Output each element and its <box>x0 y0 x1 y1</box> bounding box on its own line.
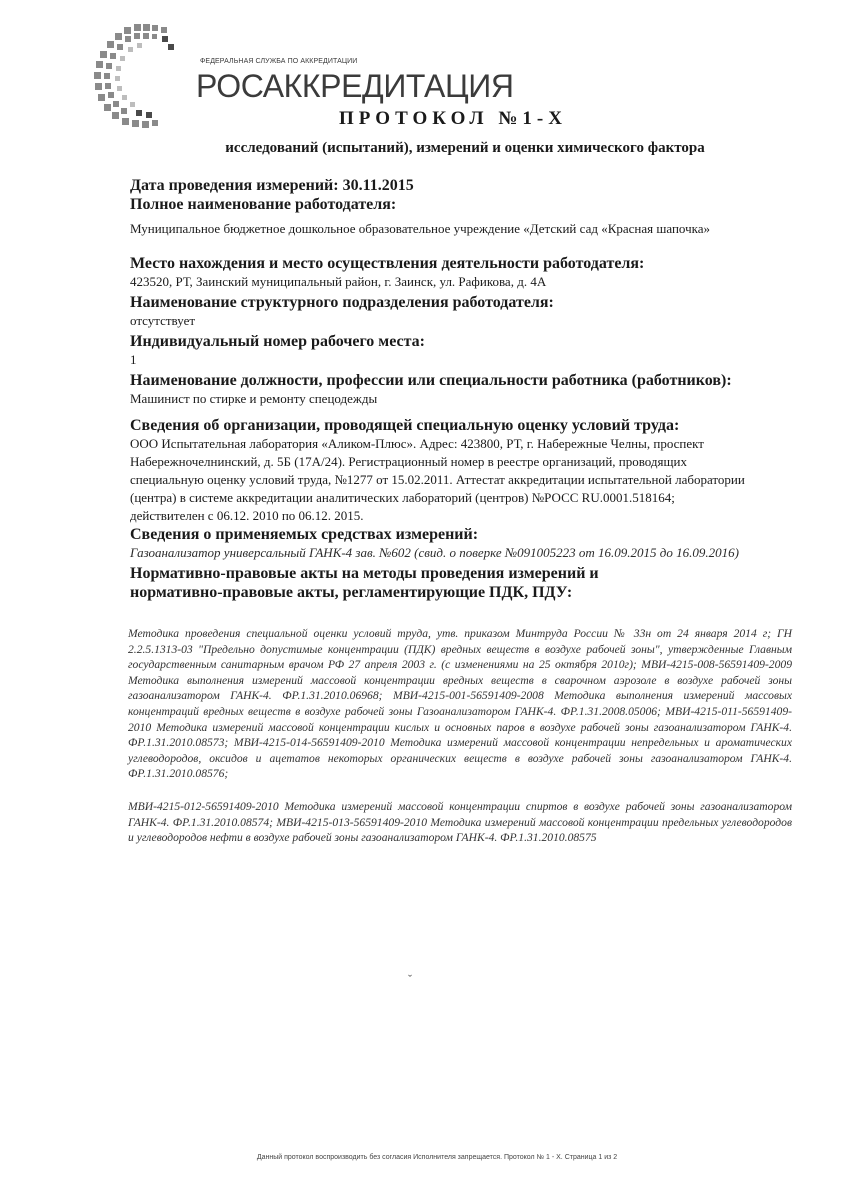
employer-heading: Полное наименование работодателя: <box>130 196 397 213</box>
subdivision-heading: Наименование структурного подразделения работодателя: <box>130 294 554 311</box>
page-footer: Данный протокол воспроизводить без согласия Исполнителя запрещается. Протокол № 1 - Х. Страница 1 из 2 <box>256 1154 618 1161</box>
workplace-heading: Индивидуальный номер рабочего места: <box>130 333 425 350</box>
protocol-subtitle: исследований (испытаний), измерений и оценки химического фактора <box>225 140 705 156</box>
position-heading: Наименование должности, профессии или специальности работника (работников): <box>130 372 732 389</box>
organization-value: ООО Испытательная лаборатория «Аликом-Плюс». Адрес: 423800, РТ, г. Набережные Челны, проспект Набережночелнинский, д. 5Б (17А/24). Регистрационный номер в реестре организаций, проводящих специальную оценку условий труда, №1277 от 15.02.2011. Аттестат аккредитации испытательной лаборатории (центра) в системе аккредитации аналитических лабораторий (центров) №РОСС RU.0001.518164; действителен с 06.12. 2010 по 06.12. 2015. <box>130 436 745 523</box>
regulations-heading-line1: Нормативно-правовые акты на методы проведения измерений и <box>130 565 599 582</box>
workplace-value: 1 <box>130 352 137 367</box>
location-value: 423520, РТ, Заинский муниципальный район, г. Заинск, ул. Рафикова, д. 4А <box>130 274 547 289</box>
instruments-heading: Сведения о применяемых средствах измерений: <box>130 526 479 543</box>
regulations-heading-line2: нормативно-правовые акты, регламентирующие ПДК, ПДУ: <box>130 584 573 601</box>
employer-value: Муниципальное бюджетное дошкольное образовательное учреждение «Детский сад «Красная шапочка» <box>130 221 711 236</box>
regulations-paragraph-1: Методика проведения специальной оценки условий труда, утв. приказом Минтруда России № 33н от 24 января 2014 г; ГН 2.2.5.1313-03 "Предельно допустимые концентрации (ПДК) вредных веществ в воздухе рабочей зоны", утвержденные Главным государственным санитарным врачом РФ 27 апреля 2003 г. (с изменениями на 25 октября 2010г); МВИ-4215-008-56591409-2009 Методика выполнения измерений массовой концентрации вредных веществ в сварочном аэрозоле в воздухе рабочей зоны газоанализатором ГАНК-4. ФР.1.31.2010.06968; МВИ-4215-001-56591409-2008 Методика выполнения измерений массовых концентраций вредных веществ в воздухе рабочей зоны Газоанализатором ГАНК-4. ФР.1.31.2008.05006; МВИ-4215-011-56591409-2010 Методика измерений массовой концентрации кислых и основных паров в воздухе рабочей зоны газоанализатором ГАНК-4. ФР.1.31.2010.08573; МВИ-4215-014-56591409-2010 Методика измерений массовой концентрации непредельных и ароматических углеводородов, оксидов и ацетатов некоторых органических веществ в воздухе рабочей зоны газоанализатором ГАНК-4. ФР.1.31.2010.08576; <box>128 627 792 781</box>
protocol-title: ПРОТОКОЛ №1-Х <box>339 108 567 129</box>
instruments-value: Газоанализатор универсальный ГАНК-4 зав. №602 (свид. о поверке №091005223 от 16.09.2015 до 16.09.2016) <box>130 545 739 560</box>
logo-name-text: РОСАККРЕДИТАЦИЯ <box>196 68 514 104</box>
pen-mark: ˇ <box>408 972 412 986</box>
regulations-paragraph-2: МВИ-4215-012-56591409-2010 Методика измерений массовой концентрации спиртов в воздухе рабочей зоны газоанализатором ГАНК-4. ФР.1.31.2010.08574; МВИ-4215-013-56591409-2010 Методика измерений массовой концентрации предельных углеводородов и углеводородов нефти в воздухе рабочей зоны газоанализатором ГАНК-4. ФР.1.31.2010.08575 <box>128 800 792 845</box>
location-heading: Место нахождения и место осуществления деятельности работодателя: <box>130 255 645 272</box>
subdivision-value: отсутствует <box>130 313 196 328</box>
protocol-body <box>130 176 790 602</box>
position-value: Машинист по стирке и ремонту спецодежды <box>130 391 378 406</box>
measurement-date: Дата проведения измерений: 30.11.2015 <box>130 177 414 194</box>
organization-heading: Сведения об организации, проводящей специальную оценку условий труда: <box>130 417 680 434</box>
logo-agency-text: ФЕДЕРАЛЬНАЯ СЛУЖБА ПО АККРЕДИТАЦИИ <box>200 58 358 65</box>
